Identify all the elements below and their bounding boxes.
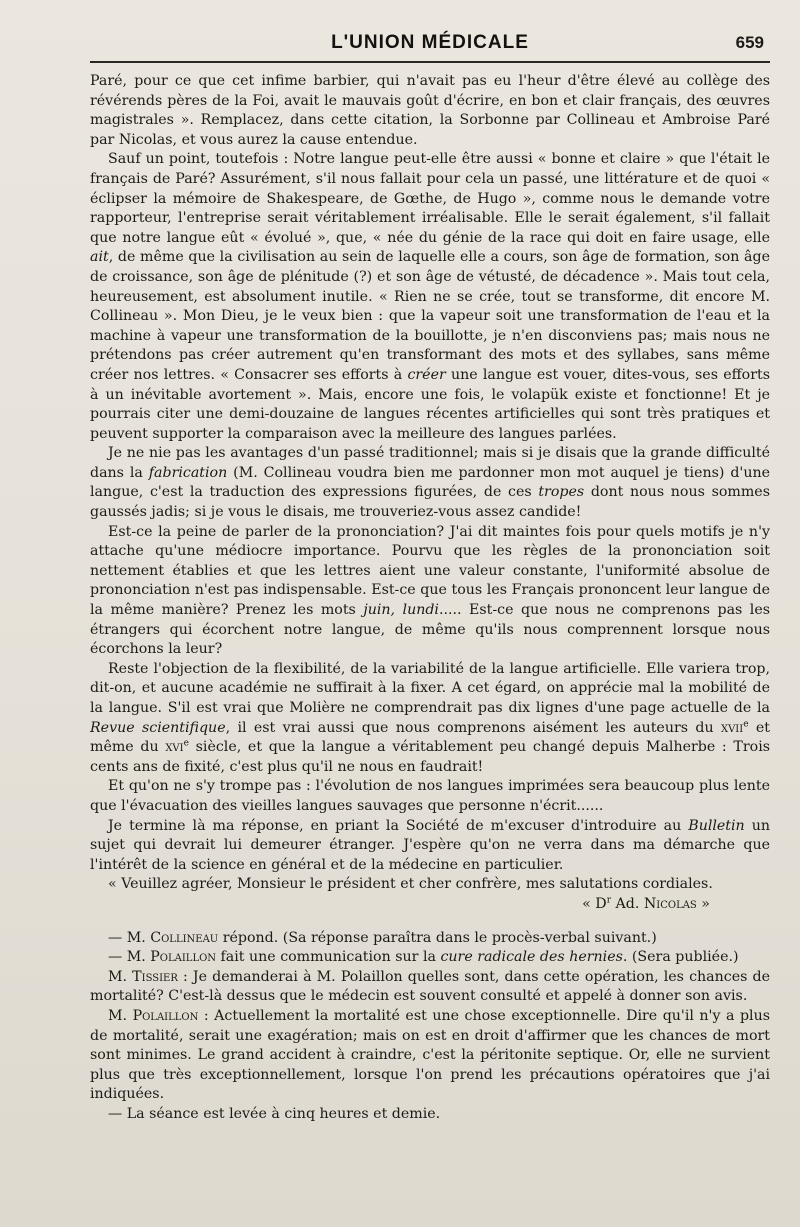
text-run: cure radicale des hernies [440,949,623,966]
text-run: siècle, et que la langue a véritablement peu changé depuis Malherbe : Trois cents ans de fixité, c'est plus qu'il ne nous en faudrait! [90,739,771,775]
text-run: xvi [165,739,184,756]
text-run: Polaillon [132,1007,199,1024]
text-run: ..... Est-ce que nous ne comprenons pas les étrangers qui écorchent notre langue, de même qu'ils nous comprennent lorsque nous écorchons la leur? [90,602,771,658]
paragraph [90,929,770,949]
paragraph [90,660,770,778]
text-run: Je ne nie pas les avantages d'un passé traditionnel; mais si je disais que la grande difficulté dans la [90,445,770,481]
paragraph [90,150,770,444]
text-run: répond. (Sa réponse paraîtra dans le procès-verbal suivant.) [218,929,657,946]
text-run: (M. Collineau voudra bien me pardonner mon mot auquel je tiens) d'une langue, c'est la traduction des expressions figurées, de ces [90,464,770,501]
text-run: — M. [108,929,151,946]
paragraph [90,968,770,1007]
page-number: 659 [735,33,764,52]
text-run: tropes [538,484,585,501]
page-header [90,30,770,60]
text-run: M. [108,968,133,985]
text-run: Je termine là ma réponse, en priant la Société de m'excuser d'introduire au [108,817,689,834]
paragraph [90,72,770,150]
paragraph [90,523,770,660]
text-run: , de même que la civilisation au sein de laquelle elle a cours, son âge de formation, son âge de croissance, son âge de plénitude (?) et son âge de vétusté, de décadence ». Mais tout cela, heureusement, est absolument inutile. « Rien ne se crée, tout se transforme, dit encore M. Collineau ». Mon Dieu, je le veux bien : que la vapeur soit une transformation de l'eau et la machine à vapeur une transformation de la bouillotte, je n'en disconviens pas; mais nous ne prétendons pas créer autrement qu'en transformant des mots et des syllabes, sans même créer nos lettres. « Consacrer ses efforts à [90,249,770,383]
text-run: ait [90,249,109,266]
text-run: Revue scientifique [90,719,226,736]
text-run: Reste l'objection de la flexibilité, de la variabilité de la langue artificielle. Elle variera trop, dit-on, et aucune académie ne suffirait à la fixer. A cet égard, on apprécie mal la mobilité de la langue. S'il est vrai que Molière ne comprendrait pas dix lignes d'une page actuelle de la [90,660,770,716]
text-run: créer [407,366,446,383]
paragraph [90,817,770,876]
text-run: xvii [720,719,744,736]
text-run: Tissier [132,968,178,985]
text-run: Est-ce la peine de parler de la prononciation? J'ai dit maintes fois pour quels motifs je n'y attache qu'une médiocre importance. Pourvu que les règles de la prononciation soit nettement établies et que les lettres aient une valeur constante, l'uniformité absolue de prononciation n'est pas indispensable. Est-ce que tous les Français prononcent leur langue de la même manière? Prenez les mots [90,523,770,619]
text-run: — M. [108,949,151,966]
text-run: Ad. [611,895,644,912]
text-run: juin, lundi [363,602,439,619]
paragraph [90,875,770,895]
text-run: Nicolas [643,895,697,912]
paragraph [90,948,770,968]
text-run: Sauf un point, toutefois : Notre langue peut-elle être aussi « bonne et claire » que l'était le français de Paré? Assurément, s'il nous fallait pour cela un passé, une littérature et de quoi « éclipser la mémoire de Shakespeare, de Gœthe, de Hugo », comme nous le demande votre rapporteur, l'entreprise serait véritablement irréalisable. Elle le serait également, s'il fallait que notre langue eût « évolué », que, « née du génie de la race qui doit en faire usage, elle [90,151,770,246]
text-run: . (Sera publiée.) [622,949,739,966]
text-run: fait une communication sur la [216,949,441,966]
text-run: et même du [90,719,770,756]
text-run: une langue est vouer, dites-vous, ses efforts à un inévitable avortement ». Mais, encore une fois, le volapük existe et fonctionne! Et je pourrais citer une demi-douzaine de langues récentes artificielles qui sont très pratiques et peuvent supporter la comparaison avec la meilleure des langues parlées. [90,366,770,442]
text-run: Polaillon [150,949,217,966]
text-run: Collineau [150,929,219,946]
text-run: « D [582,895,607,912]
paragraph [90,895,770,915]
header-rule [90,61,770,63]
text-run: Et qu'on ne s'y trompe pas : l'évolution de nos langues imprimées sera beaucoup plus lente que l'évacuation des vieilles langues sauvages que personne n'écrit...... [90,778,770,814]
text-run: , il est vrai aussi que nous comprenons aisément les auteurs du [225,719,721,736]
text-run: un sujet qui devrait lui demeurer étranger. J'espère qu'on ne verra dans ma démarche que l'intérêt de la science en général et de la médecine en particulier. [90,817,770,873]
text-run: M. [108,1007,133,1024]
text-run: Bulletin [688,817,745,834]
paragraph [90,1007,770,1105]
text-run: e [183,738,189,749]
text-run: Paré, pour ce que cet infime barbier, qui n'avait pas eu l'heur d'être élevé au collège des révérends pères de la Foi, avait le mauvais goût d'écrire, en bon et clair français, des œuvres magistrales ». Remplacez, dans cette citation, la Sorbonne par Collineau et Ambroise Paré par Nicolas, et vous aurez la cause entendue. [90,73,770,148]
text-run: dont nous nous sommes gaussés jadis; si je vous le disais, me trouveriez-vous assez candide! [90,484,770,521]
text-run: r [606,895,611,906]
paragraph [90,444,770,522]
paragraph [90,777,770,816]
article-body [90,72,770,1124]
text-run: « Veuillez agréer, Monsieur le président et cher confrère, mes salutations cordiales. [108,876,713,893]
text-run: e [743,718,749,729]
text-run: — La séance est levée à cinq heures et demie. [108,1105,441,1122]
running-title: L'UNION MÉDICALE [331,32,529,53]
text-run: » [696,895,710,912]
text-run: : Je demanderai à M. Polaillon quelles sont, dans cette opération, les chances de mortalité? C'est-là dessus que le médecin est souvent consulté et appelé à donner son avis. [90,968,770,1005]
text-run: fabrication [148,464,228,481]
text-run: : Actuellement la mortalité est une chose exceptionnelle. Dire qu'il n'y a plus de mortalité, serait une exagération; mais on est en droit d'affirmer que les chances de mort sont minimes. Le grand accident à craindre, c'est la péritonite septique. Or, elle ne survient plus que très exceptionnellement, lorsque l'on prend les précautions opératoires que j'ai indiquées. [90,1007,770,1103]
paragraph [90,1105,770,1125]
